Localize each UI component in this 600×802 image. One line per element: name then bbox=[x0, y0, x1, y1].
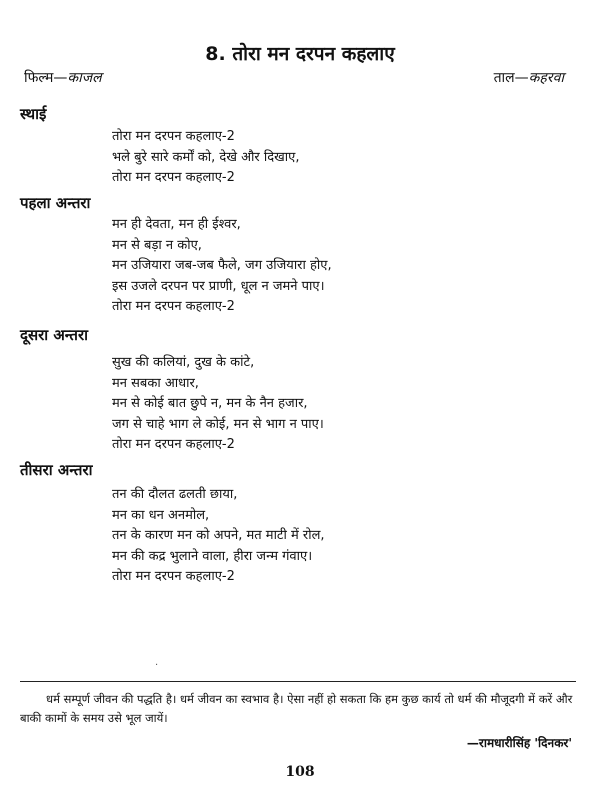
film-info bbox=[24, 68, 102, 87]
verse-line: तोरा मन दरपन कहलाए-2 bbox=[112, 170, 235, 185]
song-title: 8. तोरा मन दरपन कहलाए bbox=[205, 43, 395, 65]
verse-line: मन से बड़ा न कोए, bbox=[112, 237, 202, 253]
film-label: फिल्म— bbox=[24, 70, 68, 86]
verse-line: तोरा मन दरपन कहलाए-2 bbox=[112, 437, 235, 452]
footer-author: —रामधारीसिंह 'दिनकर' bbox=[466, 736, 572, 750]
verse-line: सुख की कलियां, दुख के कांटे, bbox=[112, 355, 255, 370]
verse-line: तन के कारण मन को अपने, मत माटी में रोल, bbox=[112, 528, 325, 543]
taal-info bbox=[494, 68, 564, 87]
verse-line: तन की दौलत ढलती छाया, bbox=[112, 487, 238, 502]
verse-block-antara-1 bbox=[112, 215, 572, 318]
taal-value: कहरवा bbox=[528, 70, 564, 86]
verse-line: मन सबका आधार, bbox=[112, 375, 199, 391]
verse-line: इस उजले दरपन पर प्राणी, धूल न जमने पाए। bbox=[112, 278, 325, 294]
section-heading-antara-2: दूसरा अन्तरा bbox=[20, 326, 88, 344]
verse-line: मन का धन अनमोल, bbox=[112, 507, 210, 523]
verse-line: मन की कद्र भुलाने वाला, हीरा जन्म गंवाए। bbox=[112, 548, 313, 564]
verse-line: तोरा मन दरपन कहलाए-2 bbox=[112, 299, 235, 314]
page-number: 108 bbox=[285, 764, 315, 780]
verse-block-antara-2 bbox=[112, 353, 572, 456]
verse-line: मन उजियारा जब-जब फैले, जग उजियारा होए, bbox=[112, 258, 332, 273]
footer-divider bbox=[20, 681, 576, 682]
section-heading-antara-1: पहला अन्तरा bbox=[20, 194, 91, 212]
verse-line: तोरा मन दरपन कहलाए-2 bbox=[112, 129, 235, 144]
stray-mark: · bbox=[155, 660, 159, 671]
verse-line: जग से चाहे भाग ले कोई, मन से भाग न पाए। bbox=[112, 416, 324, 432]
film-value: काजल bbox=[67, 70, 102, 86]
verse-block-antara-3 bbox=[112, 485, 572, 588]
verse-line: भले बुरे सारे कर्मों को, देखे और दिखाए, bbox=[112, 149, 300, 165]
verse-line: मन ही देवता, मन ही ईश्वर, bbox=[112, 217, 241, 232]
verse-block-sthai bbox=[112, 127, 572, 189]
verse-line: मन से कोई बात छुपे न, मन के नैन हजार, bbox=[112, 396, 308, 411]
verse-line: तोरा मन दरपन कहलाए-2 bbox=[112, 569, 235, 584]
section-heading-antara-3: तीसरा अन्तरा bbox=[20, 461, 93, 479]
taal-label: ताल— bbox=[493, 70, 529, 86]
footer-quote: धर्म सम्पूर्ण जीवन की पद्धति है। धर्म जीवन का स्वभाव है। ऐसा नहीं हो सकता कि हम कुछ कार्य तो धर्म की मौजूदगी में करें और बाकी कामों के समय उसे भूल जायें। bbox=[20, 692, 573, 725]
section-heading-sthai: स्थाई bbox=[20, 105, 47, 123]
